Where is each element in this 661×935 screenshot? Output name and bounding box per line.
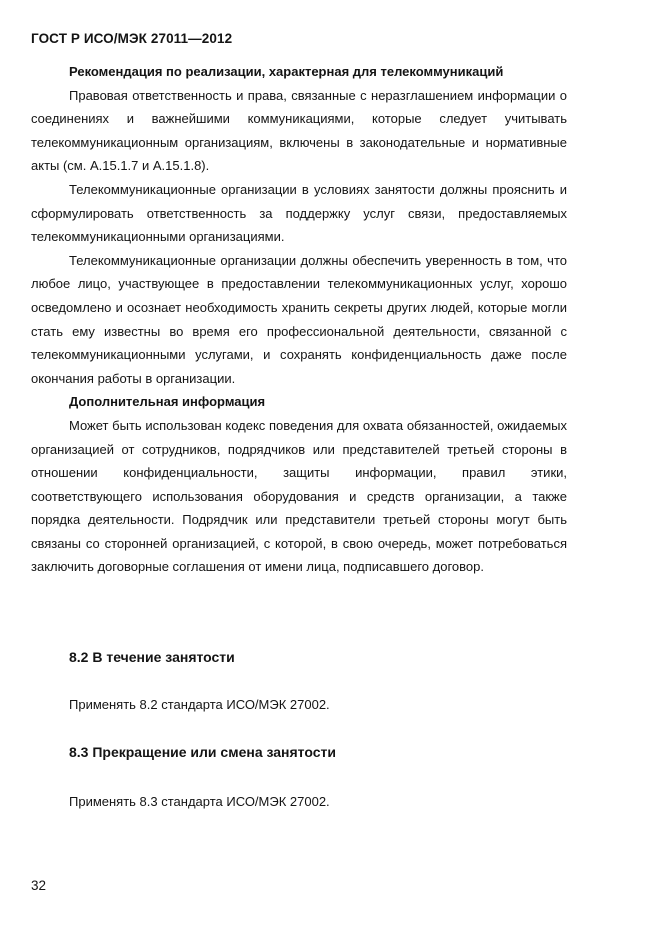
paragraph: Может быть использован кодекс поведения для охвата обязанностей, ожидаемых организацией от сотрудников, подрядчиков или представителей третьей стороны в отношении конфиденциальности, защиты информации, правил этики, соответствующего использования оборудования и средств организации, а также порядка деятельности. Подрядчик или представители третьей стороны могут быть связаны со сторонней организацией, с которой, в свою очередь, может потребоваться заключить договорные соглашения от имени лица, подписавшего договор. (31, 417, 567, 575)
section-heading-8-3: 8.3 Прекращение или смена занятости (69, 744, 336, 760)
section-text-8-3: Применять 8.3 стандарта ИСО/МЭК 27002. (69, 794, 330, 809)
main-text-block (31, 60, 567, 579)
section-text-8-2: Применять 8.2 стандарта ИСО/МЭК 27002. (69, 697, 330, 712)
document-header: ГОСТ Р ИСО/МЭК 27011—2012 (31, 31, 233, 46)
subheading-additional-info: Дополнительная информация (69, 394, 266, 410)
page-number: 32 (31, 878, 47, 893)
subheading-telecom-recommendation: Рекомендация по реализации, характерная для телекоммуникаций (69, 64, 504, 79)
paragraph: Правовая ответственность и права, связанные с неразглашением информации о соединениях и важнейшими коммуникациями, которые следует учитывать телекоммуникационным организациям, включены в законодательные и нормативные акты (см. А.15.1.7 и А.15.1.8). (31, 87, 567, 174)
paragraph: Телекоммуникационные организации в условиях занятости должны прояснить и сформулировать ответственность за поддержку услуг связи, предоставляемых телекоммуникационными организациями. (31, 181, 567, 245)
paragraph: Телекоммуникационные организации должны обеспечить уверенность в том, что любое лицо, участвующее в предоставлении телекоммуникационных услуг, хорошо осведомлено и осознает необходимость хранить секреты других людей, которые могли стать ему известны во время его профессиональной деятельности, связанной с телекоммуникационными услугами, и сохранять конфиденциальность даже после окончания работы в организации. (31, 252, 567, 386)
section-heading-8-2: 8.2 В течение занятости (69, 649, 235, 665)
